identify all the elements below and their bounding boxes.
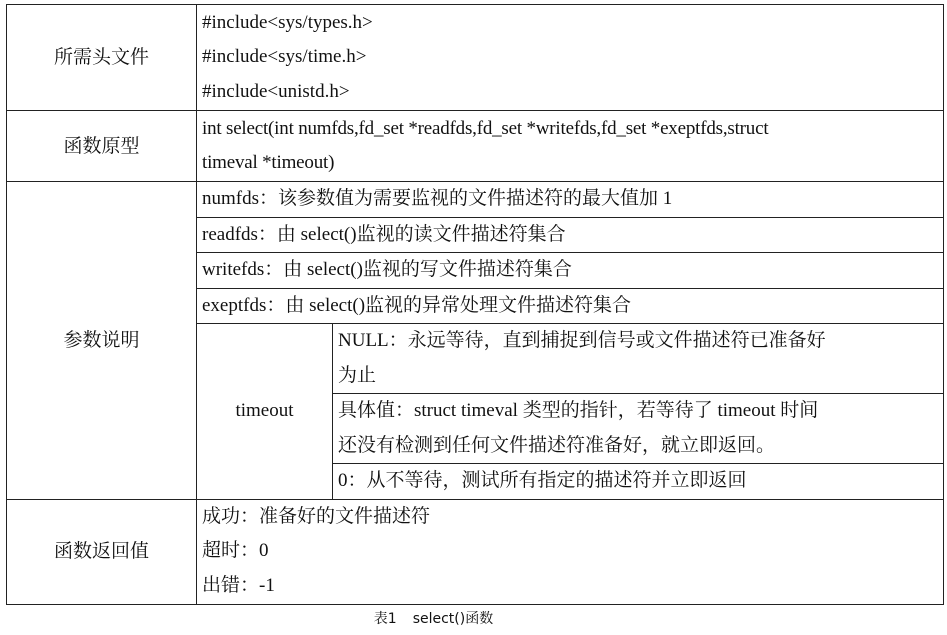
prototype-row <box>7 111 944 182</box>
param-numfds: numfds：该参数值为需要监视的文件描述符的最大值加 1 <box>197 182 944 218</box>
headers-content <box>197 5 944 111</box>
caption-number: 表1 <box>373 611 397 627</box>
headers-label: 所需头文件 <box>7 5 197 111</box>
timeout-label: timeout <box>197 324 333 500</box>
header-line: #include<sys/types.h> <box>202 11 373 33</box>
header-line: #include<unistd.h> <box>202 80 350 102</box>
return-label: 函数返回值 <box>7 499 197 604</box>
return-content <box>197 499 944 604</box>
timeout-option-line: NULL：永远等待，直到捕捉到信号或文件描述符已准备好 <box>338 330 826 351</box>
caption-title: select()函数 <box>412 611 494 627</box>
prototype-line: int select(int numfds,fd_set *readfds,fd_set *writefds,fd_set *exeptfds,struct <box>202 117 769 139</box>
param-writefds: writefds：由 select()监视的写文件描述符集合 <box>197 253 944 289</box>
timeout-option-line: 还没有检测到任何文件描述符准备好，就立即返回。 <box>338 434 776 456</box>
headers-row <box>7 5 944 111</box>
timeout-option-null <box>333 324 944 394</box>
table-caption <box>0 608 867 628</box>
prototype-label: 函数原型 <box>7 111 197 182</box>
return-line: 超时：0 <box>202 540 269 562</box>
return-line: 成功：准备好的文件描述符 <box>202 505 431 527</box>
param-exeptfds: exeptfds：由 select()监视的异常处理文件描述符集合 <box>197 288 944 324</box>
timeout-option-line: 为止 <box>338 364 377 386</box>
header-line: #include<sys/time.h> <box>202 46 367 68</box>
return-row <box>7 499 944 604</box>
timeout-option-zero: 0：从不等待，测试所有指定的描述符并立即返回 <box>333 464 944 500</box>
param-readfds: readfds：由 select()监视的读文件描述符集合 <box>197 217 944 253</box>
params-label: 参数说明 <box>7 182 197 500</box>
prototype-line: timeval *timeout) <box>202 152 335 173</box>
timeout-option-line: 具体值：struct timeval 类型的指针，若等待了 timeout 时间 <box>338 400 819 421</box>
return-line: 出错：-1 <box>202 574 275 596</box>
timeout-option-value <box>333 394 944 464</box>
params-row <box>7 182 944 218</box>
select-function-table <box>6 4 944 605</box>
prototype-content <box>197 111 944 182</box>
